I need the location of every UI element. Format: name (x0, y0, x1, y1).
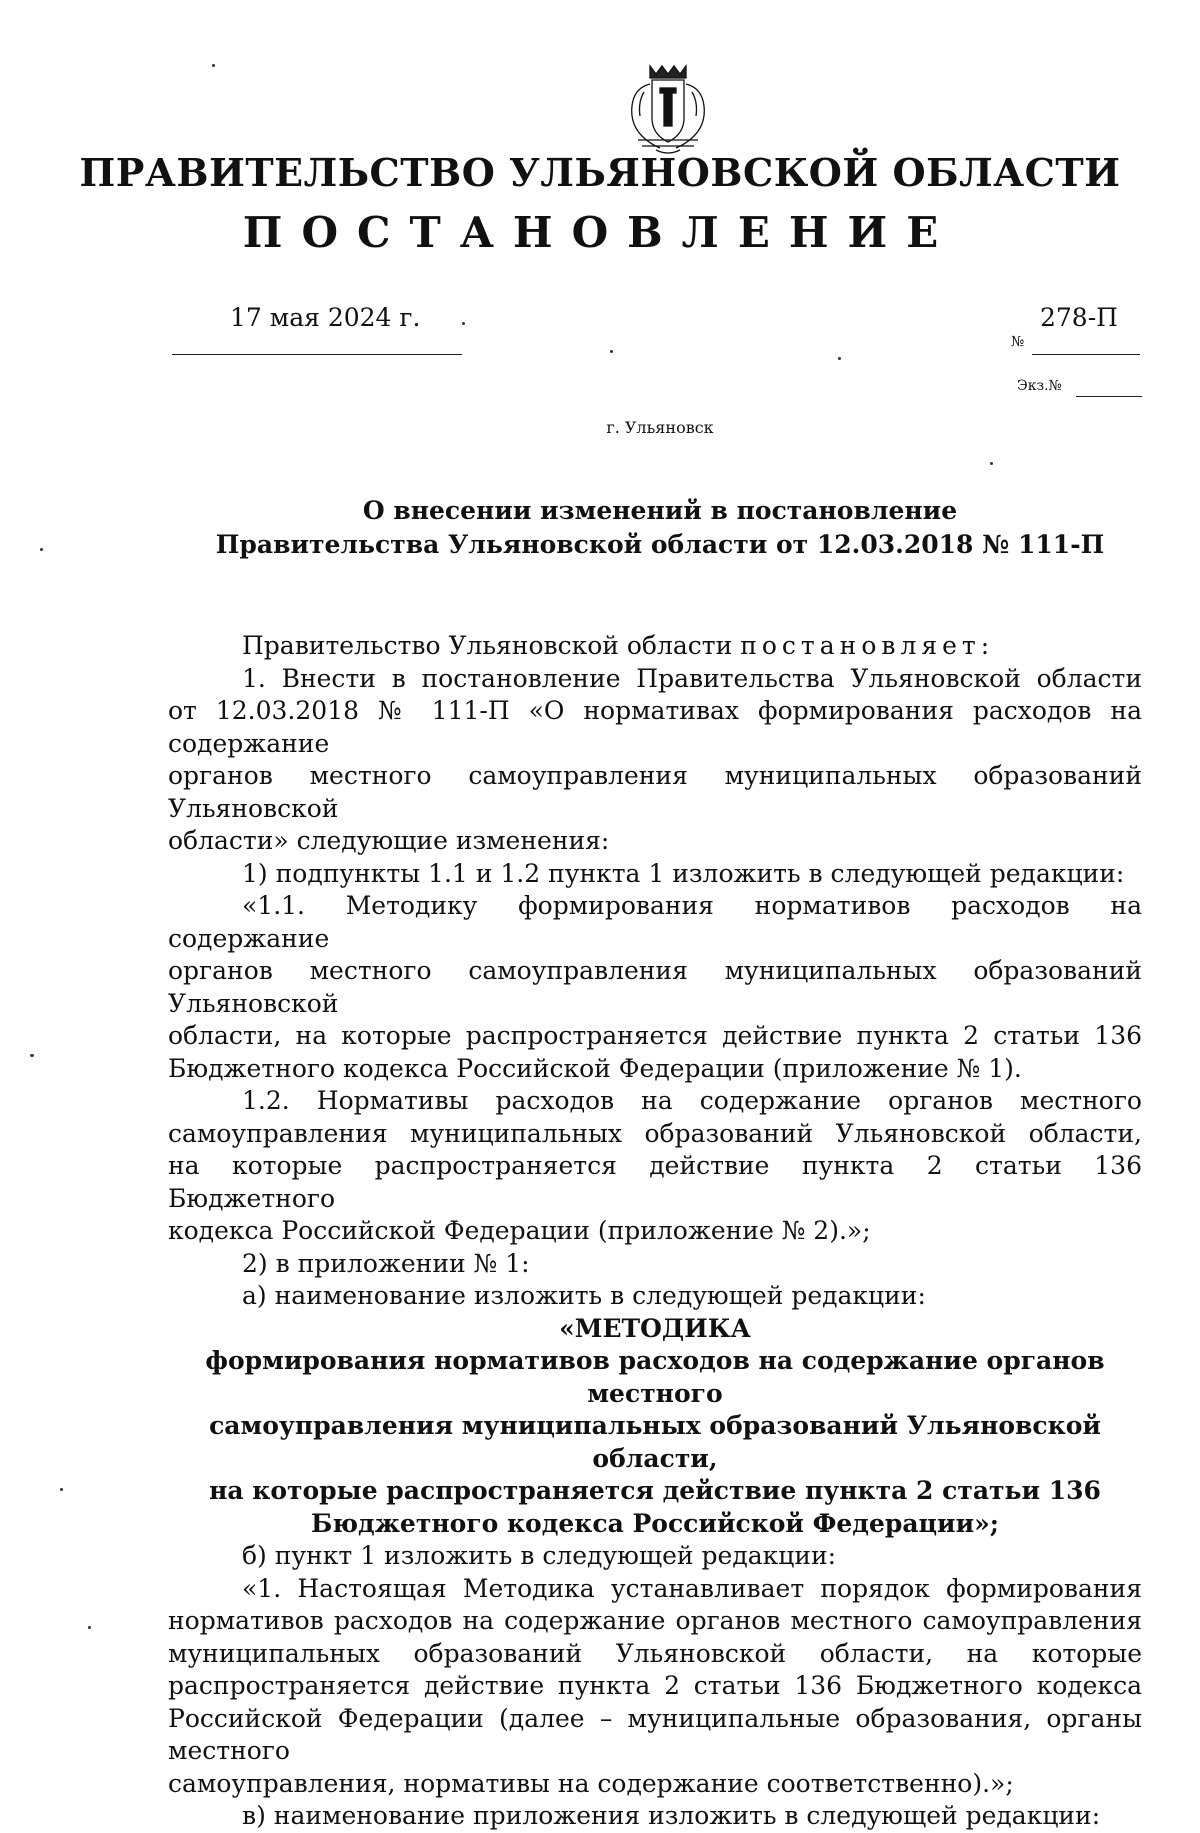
methodology-heading-line: Бюджетного кодекса Российской Федерации»; (311, 1508, 999, 1538)
scan-speck (990, 462, 993, 465)
date-underline (172, 354, 462, 355)
para-2: 1) подпункты 1.1 и 1.2 пункта 1 изложить в следующей редакции: (242, 858, 1125, 888)
para-7: б) пункт 1 изложить в следующей редакции: (242, 1541, 837, 1570)
methodology-heading-line: на которые распространяется действие пункта 2 статьи 136 (209, 1476, 1101, 1505)
scan-speck (462, 322, 465, 325)
preamble-verb: постановляет: (740, 631, 995, 660)
para-8-line: распространяется действие пункта 2 статьи 136 Бюджетного кодекса (168, 1671, 1142, 1700)
para-8-line: самоуправления, нормативы на содержание соответственно).»; (168, 1768, 1014, 1798)
para-8-line: муниципальных образований Ульяновской области, на которые (168, 1638, 1142, 1668)
number-label: № (1011, 334, 1025, 350)
scan-speck (838, 357, 841, 360)
methodology-heading-line: «МЕТОДИКА (559, 1313, 751, 1343)
scan-speck (60, 1488, 63, 1491)
scan-speck (40, 548, 43, 551)
para-4-line: самоуправления муниципальных образований Ульяновской области, (168, 1118, 1142, 1148)
para-8-line: «1. Настоящая Методика устанавливает порядок формирования (242, 1573, 1142, 1603)
para-1-line: органов местного самоуправления муниципальных образований Ульяновской (168, 761, 1142, 823)
scan-speck (610, 350, 613, 353)
scan-speck (30, 1054, 34, 1057)
para-4-line: кодекса Российской Федерации (приложение № 2).»; (168, 1216, 871, 1245)
methodology-heading-line: формирования нормативов расходов на содержание органов местного (205, 1346, 1105, 1408)
para-3-line: «1.1. Методику формирования нормативов расходов на содержание (168, 891, 1142, 953)
para-5: 2) в приложении № 1: (242, 1248, 530, 1278)
scan-speck (88, 1626, 91, 1629)
document-title-line-2: Правительства Ульяновской области от 12.03.2018 № 111-П (215, 530, 1105, 559)
para-8-line: нормативов расходов на содержание органов местного самоуправления (168, 1606, 1142, 1635)
number-underline (1032, 354, 1140, 355)
methodology-heading-line: самоуправления муниципальных образований Ульяновской области, (209, 1411, 1101, 1473)
para-9: в) наименование приложения изложить в следующей редакции: (242, 1801, 1101, 1830)
document-number: 278-П (1040, 303, 1118, 332)
para-1-line: от 12.03.2018 № 111-П «О нормативах формирования расходов на содержание (168, 696, 1142, 758)
para-4-line: 1.2. Нормативы расходов на содержание органов местного (242, 1086, 1142, 1115)
copy-number-label: Экз.№ (1017, 378, 1062, 394)
document-type: ПОСТАНОВЛЕНИЕ (242, 208, 958, 257)
scan-speck (212, 64, 215, 67)
para-4-line: на которые распространяется действие пункта 2 статьи 136 Бюджетного (168, 1151, 1142, 1213)
para-6: а) наименование изложить в следующей редакции: (242, 1281, 926, 1310)
document-date: 17 мая 2024 г. (230, 303, 421, 332)
coat-of-arms-emblem (620, 62, 716, 156)
para-3-line: области, на которые распространяется действие пункта 2 статьи 136 (168, 1021, 1142, 1050)
copy-number-underline (1076, 396, 1142, 397)
city-name: г. Ульяновск (606, 418, 714, 437)
para-3-line: Бюджетного кодекса Российской Федерации (приложение № 1). (168, 1053, 1022, 1083)
para-3-line: органов местного самоуправления муниципальных образований Ульяновской (168, 956, 1142, 1018)
document-body (168, 630, 1142, 1833)
preamble (168, 630, 1142, 663)
document-title-line-1: О внесении изменений в постановление (362, 496, 958, 525)
para-8-line: Российской Федерации (далее – муниципальные образования, органы местного (168, 1703, 1142, 1765)
para-1-line: 1. Внести в постановление Правительства Ульяновской области (242, 663, 1142, 693)
authority-name: ПРАВИТЕЛЬСТВО УЛЬЯНОВСКОЙ ОБЛАСТИ (79, 150, 1121, 195)
para-1-line: области» следующие изменения: (168, 826, 610, 855)
preamble-text: Правительство Ульяновской области (242, 631, 741, 660)
